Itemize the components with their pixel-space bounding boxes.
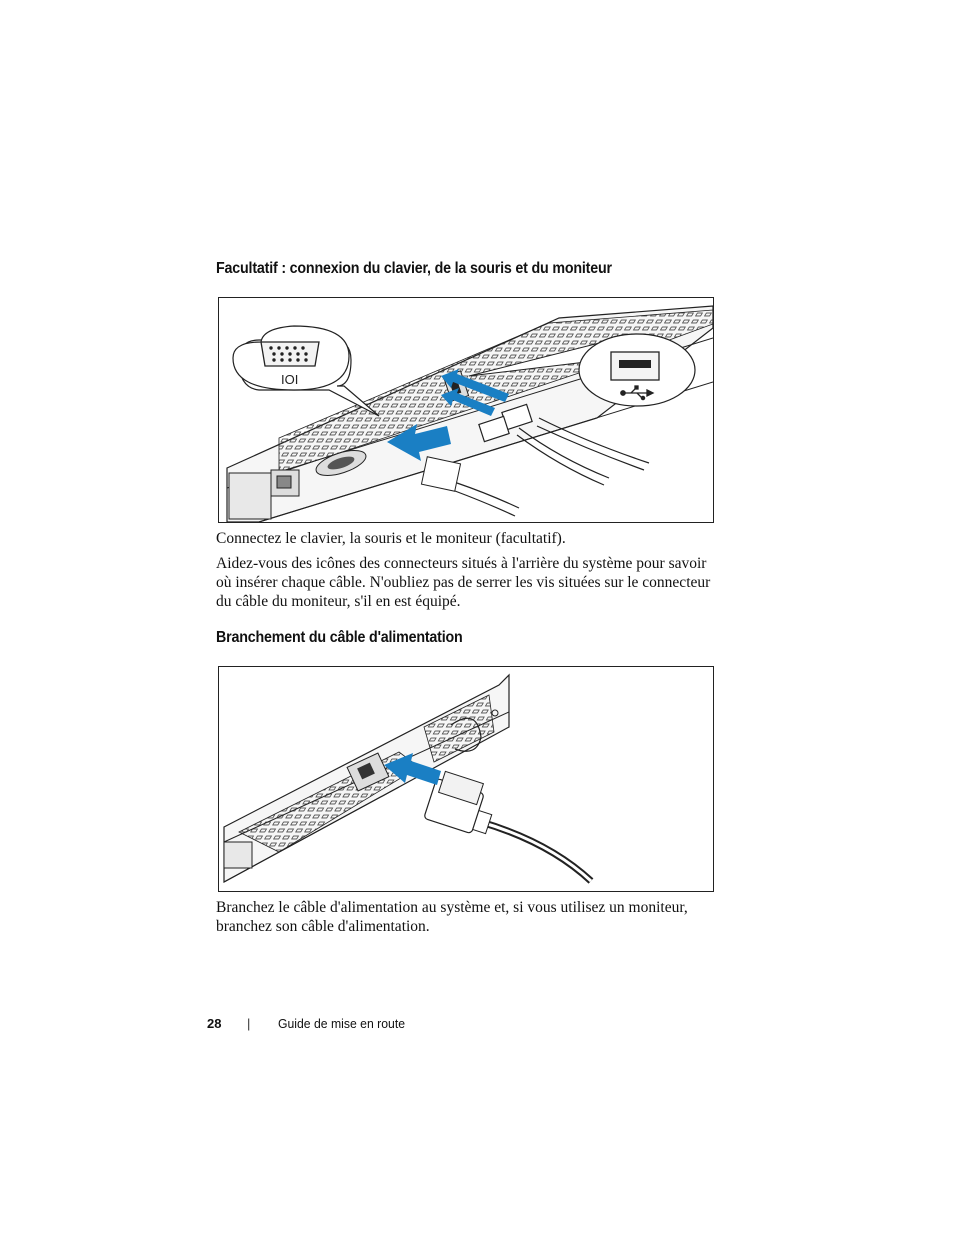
footer-separator: | bbox=[247, 1016, 251, 1031]
figure-peripheral-connection bbox=[218, 297, 714, 523]
power-cable-icon bbox=[424, 771, 591, 881]
document-title: Guide de mise en route bbox=[278, 1016, 406, 1031]
page-number: 28 bbox=[207, 1016, 222, 1031]
section-heading-power: Branchement du câble d'alimentation bbox=[216, 629, 463, 646]
power-instructions: Branchez le câble d'alimentation au système et, si vous utilisez un moniteur, branchez son câble d'alimentation. bbox=[216, 899, 688, 935]
vga-callout bbox=[233, 326, 379, 416]
section-heading-peripherals: Facultatif : connexion du clavier, de la souris et du moniteur bbox=[216, 260, 612, 277]
svg-text:IOI: IOI bbox=[281, 372, 299, 387]
peripheral-caption: Connectez le clavier, la souris et le moniteur (facultatif). bbox=[216, 530, 566, 547]
figure-power-connection bbox=[218, 666, 714, 892]
vga-cable-icon bbox=[421, 457, 519, 516]
peripheral-instructions: Aidez-vous des icônes des connecteurs situés à l'arrière du système pour savoir où insérer chaque câble. N'oubliez pas de serrer les vis situées sur le connecteur du câble du moniteur, s'il en est équipé. bbox=[216, 555, 711, 610]
